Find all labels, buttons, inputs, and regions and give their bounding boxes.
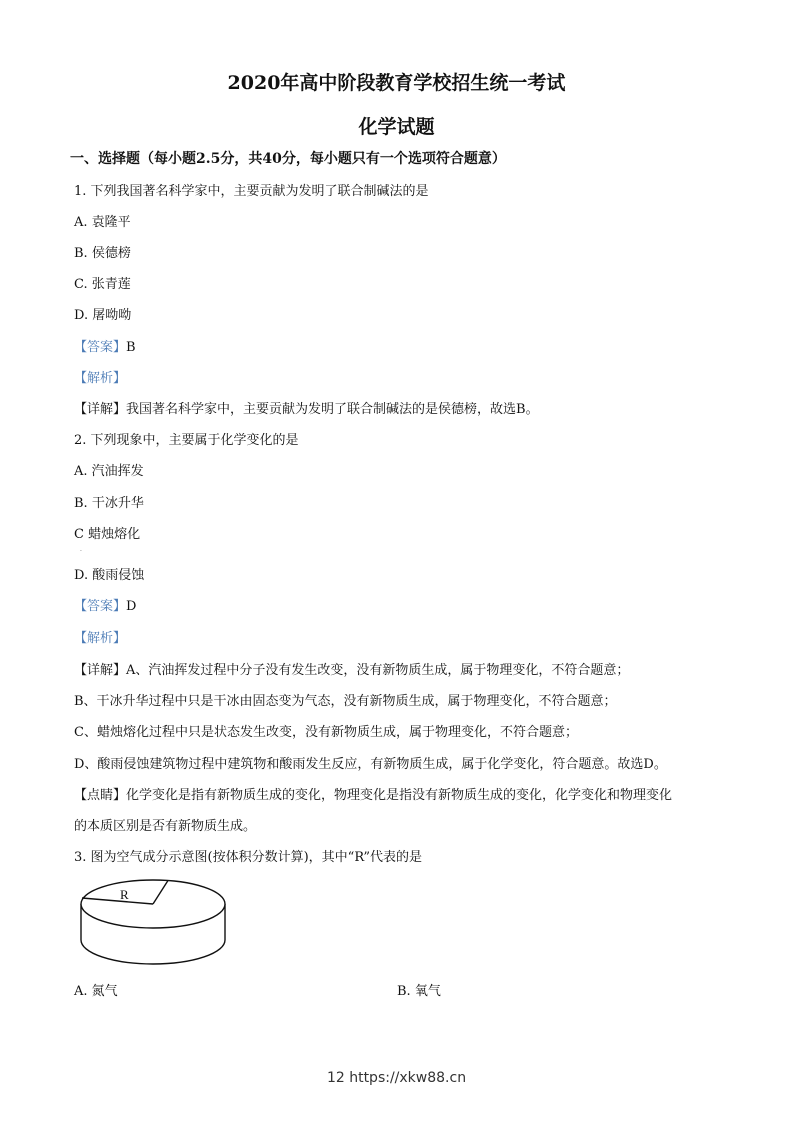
question-2-option-d: D. 酸雨侵蚀 (74, 568, 145, 583)
answer-tag: 【答案】 (74, 340, 127, 355)
question-1-detail (74, 401, 539, 419)
question-1-analysis (74, 370, 126, 388)
analysis-tag: 【解析】 (74, 371, 127, 386)
question-2-answer (74, 598, 136, 616)
question-2-detail-a (74, 662, 629, 680)
question-1-option-d: D. 屠呦呦 (74, 308, 132, 323)
answer-tag: 【答案】 (74, 599, 127, 614)
section-heading: 一、选择题（每小题2.5分，共40分，每小题只有一个选项符合题意） (70, 151, 506, 167)
question-1-answer (74, 339, 136, 357)
question-3-option-a: A. 氮气 (74, 984, 118, 999)
question-2-note (74, 787, 672, 805)
sector-label-r: R (120, 887, 129, 902)
question-2-stem: 2. 下列现象中，主要属于化学变化的是 (74, 433, 299, 448)
question-1-option-a: A. 袁隆平 (74, 215, 131, 230)
page-footer: 12 https://xkw88.cn (326, 1070, 467, 1086)
air-composition-cylinder-diagram (78, 878, 228, 970)
detail-tag: 【详解】 (74, 663, 127, 678)
detail-text: A、汽油挥发过程中分子没有发生改变，没有新物质生成，属于物理变化，不符合题意； (126, 663, 630, 678)
analysis-tag: 【解析】 (74, 631, 127, 646)
question-2-note-cont: 的本质区别是否有新物质生成。 (74, 819, 257, 834)
answer-value: D (126, 599, 137, 614)
question-2-detail-b: B、干冰升华过程中只是干冰由固态变为气态，没有新物质生成，属于物理变化，不符合题意； (74, 694, 617, 709)
question-1-option-c: C. 张青莲 (74, 277, 131, 292)
detail-tag: 【详解】 (74, 402, 127, 417)
stray-dot: . (80, 546, 82, 553)
question-2-option-c: C 蜡烛熔化 (74, 527, 141, 542)
question-3-stem: 3. 图为空气成分示意图(按体积分数计算)，其中“R”代表的是 (74, 850, 423, 865)
exam-title: 2020年高中阶段教育学校招生统一考试 (227, 72, 566, 94)
exam-subtitle: 化学试题 (358, 116, 435, 138)
question-2-detail-d: D、酸雨侵蚀建筑物过程中建筑物和酸雨发生反应，有新物质生成，属于化学变化，符合题意。故选D。 (74, 757, 667, 772)
answer-value: B (126, 340, 136, 355)
question-1-stem: 1. 下列我国著名科学家中，主要贡献为发明了联合制碱法的是 (74, 184, 429, 199)
question-2-option-a: A. 汽油挥发 (74, 464, 144, 479)
note-text: 化学变化是指有新物质生成的变化，物理变化是指没有新物质生成的变化，化学变化和物理变化 (126, 788, 673, 803)
question-2-option-b: B. 干冰升华 (74, 496, 144, 511)
question-2-detail-c: C、蜡烛熔化过程中只是状态发生改变，没有新物质生成，属于物理变化，不符合题意； (74, 725, 578, 740)
question-2-analysis (74, 630, 126, 648)
detail-text: 我国著名科学家中，主要贡献为发明了联合制碱法的是侯德榜，故选B。 (126, 402, 539, 417)
note-tag: 【点睛】 (74, 788, 127, 803)
question-3-option-b: B. 氧气 (397, 984, 441, 999)
question-1-option-b: B. 侯德榜 (74, 246, 131, 261)
